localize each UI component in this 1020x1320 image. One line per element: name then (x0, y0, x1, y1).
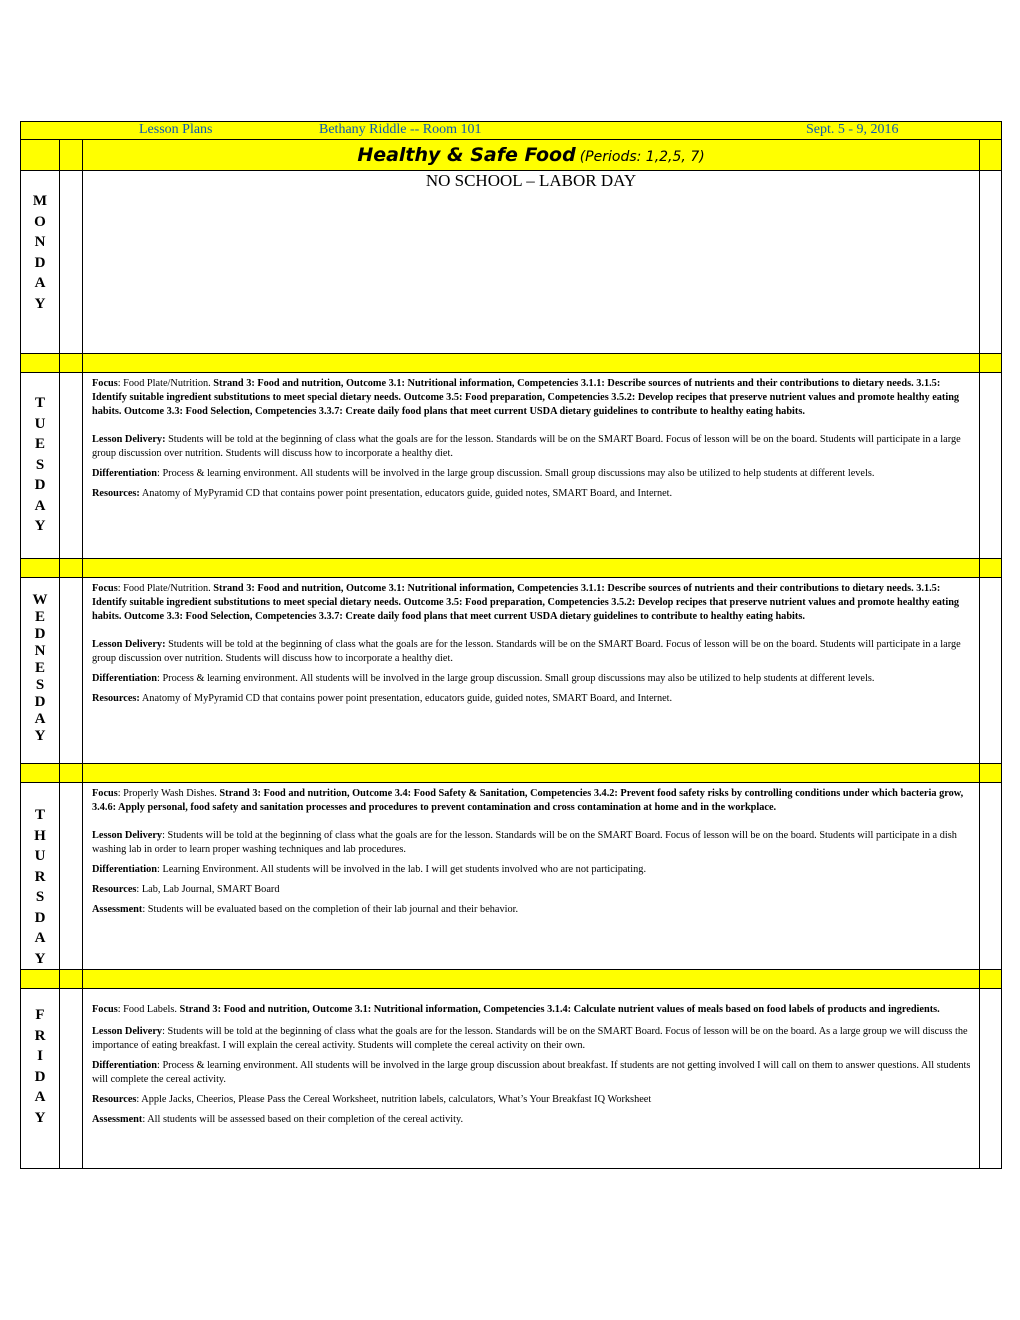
header-right: Sept. 5 - 9, 2016 (806, 122, 899, 137)
focus-paragraph: Focus: Food Plate/Nutrition. Strand 3: Food and nutrition, Outcome 3.1: Nutritional information, Competencies 3.1.1: Describe sources of nutrients and their contributions to dietary needs. 3.1.5: Identify suitable ingredient substitutions to meet special dietary needs. Outcome 3.5: Food preparation, Competencies 3.5.2: Develop recipes that preserve nutrient values and promote healthy eating habits. Outcome 3.3: Food Selection, Competencies 3.3.7: Create daily food plans that meet current USDA dietary guidelines to contribute to healthy eating habits. (92, 583, 960, 622)
header-left: Lesson Plans (139, 122, 213, 137)
day-label-wednesday: W E D N E S D A Y (21, 578, 60, 764)
resources-paragraph: Resources: Lab, Lab Journal, SMART Board (92, 884, 280, 895)
friday-content (83, 989, 980, 1169)
day-label-thursday: T H U R S D A Y (21, 783, 60, 970)
tuesday-content (83, 373, 980, 559)
differentiation-paragraph: Differentiation: Process & learning environment. All students will be involved in the large group discussion about breakfast. If students are not getting involved I will call on them to answer questions. All students will complete the cereal activity. (92, 1060, 971, 1085)
resources-paragraph: Resources: Apple Jacks, Cheerios, Please Pass the Cereal Worksheet, nutrition labels, calculators, What’s Your Breakfast IQ Worksheet (92, 1094, 652, 1105)
focus-paragraph: Focus: Food Plate/Nutrition. Strand 3: Food and nutrition, Outcome 3.1: Nutritional information, Competencies 3.1.1: Describe sources of nutrients and their contributions to dietary needs. 3.1.5: Identify suitable ingredient substitutions to meet special dietary needs. Outcome 3.5: Food preparation, Competencies 3.5.2: Develop recipes that preserve nutrient values and promote healthy eating habits. Outcome 3.3: Food Selection, Competencies 3.3.7: Create daily food plans that meet current USDA dietary guidelines to contribute to healthy eating habits. (92, 378, 960, 417)
day-label-monday: M O N D A Y (21, 171, 60, 354)
separator-row (21, 970, 1002, 989)
course-title: Healthy & Safe Food (357, 144, 576, 166)
separator-row (21, 354, 1002, 373)
assessment-paragraph: Assessment: Students will be evaluated based on the completion of their lab journal and their behavior. (92, 904, 519, 915)
header-row (21, 122, 1002, 140)
differentiation-paragraph: Differentiation: Process & learning environment. All students will be involved in the large group discussion. Small group discussions may also be utilized to help students at different levels. (92, 673, 875, 684)
friday-row (21, 989, 1002, 1169)
delivery-paragraph: Lesson Delivery: Students will be told at the beginning of class what the goals are for the lesson. Standards will be on the SMART Board. Focus of lesson will be on the board. Students will participate in a dish washing lab in order to learn proper washing techniques and lab procedures. (92, 830, 957, 855)
delivery-paragraph: Lesson Delivery: Students will be told at the beginning of class what the goals are for the lesson. Standards will be on the SMART Board. Focus of lesson will be on the board. Students will participate in a large group discussion over nutrition. Students will discuss how to incorporate a healthy diet. (92, 639, 961, 664)
title-cell (83, 140, 980, 171)
lesson-plan-table (20, 121, 1002, 1169)
focus-paragraph: Focus: Food Labels. Strand 3: Food and nutrition, Outcome 3.1: Nutritional information, Competencies 3.1.4: Calculate nutrient values of meals based on food labels of products and ingredients. (92, 1004, 940, 1015)
title-row (21, 140, 1002, 171)
resources-paragraph: Resources: Anatomy of MyPyramid CD that contains power point presentation, educators guide, guided notes, SMART Board, and Internet. (92, 488, 673, 499)
resources-paragraph: Resources: Anatomy of MyPyramid CD that contains power point presentation, educators guide, guided notes, SMART Board, and Internet. (92, 693, 673, 704)
differentiation-paragraph: Differentiation: Learning Environment. All students will be involved in the lab. I will get students involved who are not participating. (92, 864, 647, 875)
day-label-friday: F R I D A Y (21, 989, 60, 1169)
wednesday-row (21, 578, 1002, 764)
course-periods: (Periods: 1,2,5, 7) (579, 149, 705, 165)
assessment-paragraph: Assessment: All students will be assessed based on their completion of the cereal activity. (92, 1114, 464, 1125)
header-middle: Bethany Riddle -- Room 101 (319, 122, 482, 137)
thursday-row (21, 783, 1002, 970)
delivery-paragraph: Lesson Delivery: Students will be told at the beginning of class what the goals are for the lesson. Standards will be on the SMART Board. Focus of lesson will be on the board. As a large group we will discuss the importance of eating breakfast. I will explain the cereal activity. Students will complete the cereal activity on their own. (92, 1026, 968, 1051)
header-cell (21, 122, 1002, 140)
wednesday-content (83, 578, 980, 764)
delivery-paragraph: Lesson Delivery: Students will be told at the beginning of class what the goals are for the lesson. Standards will be on the SMART Board. Focus of lesson will be on the board. Students will participate in a large group discussion over nutrition. Students will discuss how to incorporate a healthy diet. (92, 434, 961, 459)
focus-paragraph: Focus: Properly Wash Dishes. Strand 3: Food and nutrition, Outcome 3.4: Food Safety & Sanitation, Competencies 3.4.2: Prevent food safety risks by controlling conditions under which bacteria grow, 3.4.6: Apply personal, food safety and sanitation processes and procedures to prevent contamination and cross contamination at home and in the workplace. (92, 788, 964, 813)
monday-row (21, 171, 1002, 354)
tuesday-row (21, 373, 1002, 559)
separator-row (21, 559, 1002, 578)
monday-note: NO SCHOOL – LABOR DAY (83, 171, 980, 354)
differentiation-paragraph: Differentiation: Process & learning environment. All students will be involved in the large group discussion. Small group discussions may also be utilized to help students at different levels. (92, 468, 875, 479)
separator-row (21, 764, 1002, 783)
thursday-content (83, 783, 980, 970)
day-label-tuesday: T U E S D A Y (21, 373, 60, 559)
